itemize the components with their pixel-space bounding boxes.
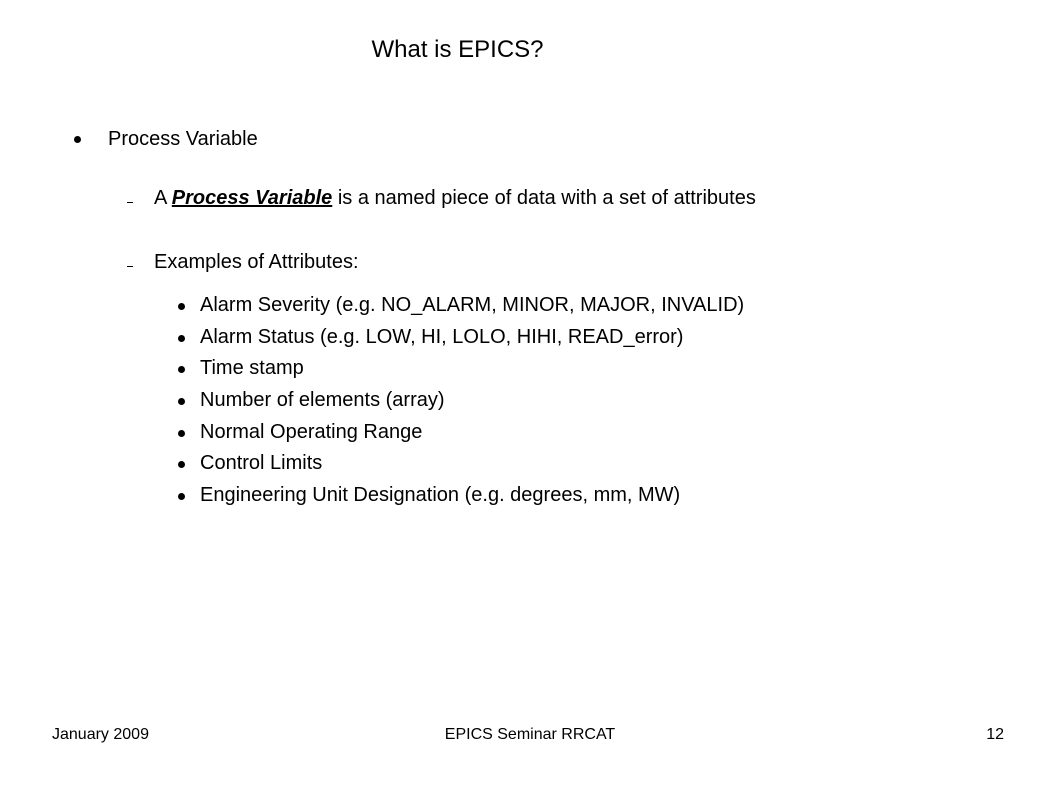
definition-suffix: is a named piece of data with a set of attributes <box>332 187 756 209</box>
attribute-item: Time stamp <box>200 357 304 379</box>
bullet-icon <box>178 461 185 468</box>
attribute-item: Number of elements (array) <box>200 389 445 411</box>
definition-prefix: A <box>154 187 172 209</box>
definition-text <box>154 186 756 210</box>
bullet-icon <box>178 398 185 405</box>
dash-icon <box>127 266 133 267</box>
examples-heading: Examples of Attributes: <box>154 251 359 273</box>
dash-icon <box>127 202 133 203</box>
definition-term: Process Variable <box>171 187 333 209</box>
page-number: 12 <box>986 726 1004 743</box>
attribute-item: Normal Operating Range <box>200 421 423 443</box>
bullet-icon <box>178 303 185 310</box>
bullet-icon <box>178 366 185 373</box>
bullet-icon <box>178 430 185 437</box>
footer-title: EPICS Seminar RRCAT <box>444 726 616 743</box>
footer-date: January 2009 <box>52 726 149 743</box>
attribute-item: Engineering Unit Designation (e.g. degrees, mm, MW) <box>200 484 681 506</box>
attribute-item: Alarm Severity (e.g. NO_ALARM, MINOR, MAJOR, INVALID) <box>200 294 745 316</box>
bullet-icon <box>178 335 185 342</box>
bullet-icon <box>178 493 185 500</box>
bullet-icon <box>74 136 81 143</box>
attribute-item: Control Limits <box>200 452 323 474</box>
attribute-item: Alarm Status (e.g. LOW, HI, LOLO, HIHI, READ_error) <box>200 326 684 348</box>
bullet-process-variable: Process Variable <box>108 128 258 150</box>
slide-title: What is EPICS? <box>371 36 544 63</box>
